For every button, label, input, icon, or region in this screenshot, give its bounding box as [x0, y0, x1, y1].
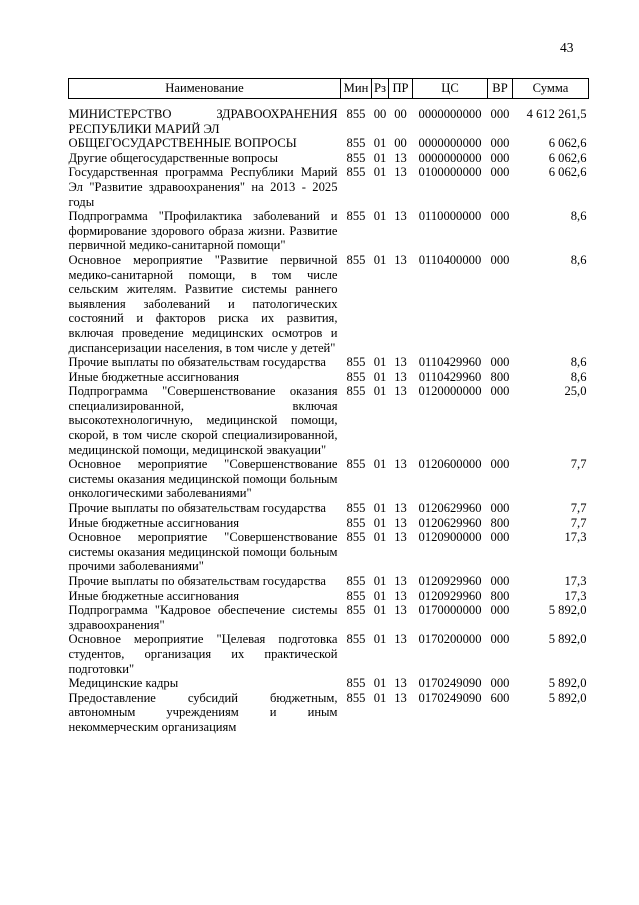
- cell-pr: 00: [394, 136, 407, 151]
- cell-vr: 800: [490, 588, 510, 603]
- table-row: [69, 384, 589, 457]
- cell-sum: 5 892,0: [548, 632, 587, 647]
- cell-name: Подпрограмма "Кадровое обеспечение системы здравоохранения": [68, 603, 338, 632]
- cell-vr: 000: [490, 107, 510, 121]
- cell-cs: 0000000000: [418, 136, 482, 151]
- cell-rz: 01: [373, 355, 387, 370]
- cell-vr: 000: [490, 252, 510, 267]
- cell-pr: 13: [394, 515, 407, 530]
- cell-vr: 800: [490, 369, 510, 384]
- cell-cs: 0110429960: [418, 369, 482, 384]
- table-row: [69, 136, 589, 151]
- cell-pr: 13: [394, 369, 407, 384]
- table-row: [69, 632, 589, 676]
- cell-sum: 7,7: [570, 457, 587, 472]
- cell-name: Основное мероприятие "Совершенствование системы оказания медицинской помощи больным онкологическими заболеваниями": [68, 457, 338, 501]
- cell-min: 855: [346, 632, 366, 647]
- budget-table: [68, 78, 589, 735]
- cell-sum: 8,6: [570, 209, 587, 224]
- cell-min: 855: [346, 355, 366, 370]
- cell-min: 855: [346, 136, 366, 151]
- cell-rz: 01: [373, 588, 387, 603]
- cell-min: 855: [346, 603, 366, 618]
- cell-rz: 01: [373, 165, 387, 180]
- cell-cs: 0120929960: [418, 588, 482, 603]
- cell-rz: 01: [373, 150, 387, 165]
- cell-rz: 01: [373, 501, 387, 516]
- header-name: Наименование: [69, 79, 341, 99]
- cell-name: Иные бюджетные ассигнования: [68, 588, 240, 603]
- cell-sum: 6 062,6: [548, 136, 587, 151]
- cell-rz: 01: [373, 603, 387, 618]
- cell-name: Основное мероприятие "Целевая подготовка студентов, организация их практической подготовки": [68, 632, 338, 676]
- cell-cs: 0170249090: [418, 690, 482, 705]
- cell-cs: 0000000000: [418, 150, 482, 165]
- cell-vr: 000: [490, 384, 510, 399]
- cell-name: ОБЩЕГОСУДАРСТВЕННЫЕ ВОПРОСЫ: [68, 136, 297, 151]
- cell-vr: 600: [490, 690, 510, 705]
- cell-rz: 01: [373, 690, 387, 705]
- cell-name: Подпрограмма "Совершенствование оказания специализированной, включая высокотехнологичную, медицинской помощи, скорой, в том числе скорой специализированной, медицинской помощи, медицинской эвакуации": [68, 384, 338, 457]
- cell-pr: 13: [394, 501, 407, 516]
- cell-min: 855: [346, 690, 366, 705]
- cell-cs: 0120600000: [418, 457, 482, 472]
- cell-sum: 7,7: [570, 515, 587, 530]
- cell-min: 855: [346, 457, 366, 472]
- cell-sum: 6 062,6: [548, 150, 587, 165]
- cell-pr: 13: [394, 150, 407, 165]
- cell-cs: 0120629960: [418, 501, 482, 516]
- cell-sum: 5 892,0: [548, 690, 587, 705]
- cell-name: Предоставление субсидий бюджетным, автономным учреждениям и иным некоммерческим организациям: [68, 690, 338, 734]
- table-row: [69, 151, 589, 166]
- cell-cs: 0100000000: [418, 165, 482, 180]
- header-rz: Рз: [372, 79, 389, 99]
- table-row: [69, 516, 589, 531]
- cell-vr: 000: [490, 355, 510, 370]
- cell-name: Государственная программа Республики Марий Эл "Развитие здравоохранения" на 2013 - 2025 годы: [68, 165, 338, 209]
- header-pr: ПР: [389, 79, 413, 99]
- cell-min: 855: [346, 384, 366, 399]
- cell-name: Основное мероприятие "Развитие первичной медико-санитарной помощи, в том числе сельским жителям. Развитие системы раннего выявления заболеваний и патологических состояний и факторов риска их развития, включая проведение медицинских осмотров и диспансеризации населения, в том числе у детей": [68, 252, 338, 355]
- table-row: [69, 676, 589, 691]
- cell-pr: 13: [394, 457, 407, 472]
- cell-sum: 6 062,6: [548, 165, 587, 180]
- cell-pr: 13: [394, 603, 407, 618]
- cell-sum: 5 892,0: [548, 676, 587, 691]
- cell-min: 855: [346, 252, 366, 267]
- cell-vr: 000: [490, 574, 510, 588]
- cell-rz: 01: [373, 457, 387, 472]
- cell-vr: 000: [490, 136, 510, 151]
- cell-vr: 000: [490, 209, 510, 224]
- cell-cs: 0120629960: [418, 515, 482, 530]
- table-row: [69, 691, 589, 735]
- cell-rz: 01: [373, 574, 387, 588]
- cell-name: Иные бюджетные ассигнования: [68, 369, 240, 384]
- cell-pr: 13: [394, 165, 407, 180]
- cell-pr: 13: [394, 690, 407, 705]
- cell-cs: 0110400000: [418, 252, 482, 267]
- cell-name: Подпрограмма "Профилактика заболеваний и формирование здорового образа жизни. Развитие первичной медико-санитарной помощи": [68, 209, 338, 253]
- cell-name: Иные бюджетные ассигнования: [68, 515, 240, 530]
- header-min: Мин: [341, 79, 372, 99]
- cell-name: МИНИСТЕРСТВО ЗДРАВООХРАНЕНИЯ РЕСПУБЛИКИ МАРИЙ ЭЛ: [68, 107, 338, 136]
- cell-min: 855: [346, 209, 366, 224]
- cell-pr: 13: [394, 588, 407, 603]
- cell-min: 855: [346, 165, 366, 180]
- cell-pr: 00: [394, 107, 407, 121]
- table-row: [69, 253, 589, 355]
- table-row: [69, 165, 589, 209]
- cell-name: Прочие выплаты по обязательствам государства: [68, 355, 326, 370]
- cell-min: 855: [346, 150, 366, 165]
- cell-rz: 01: [373, 369, 387, 384]
- cell-cs: 0120929960: [418, 574, 482, 588]
- cell-min: 855: [346, 676, 366, 691]
- cell-cs: 0110000000: [418, 209, 482, 224]
- table-row: [69, 209, 589, 253]
- cell-rz: 00: [373, 107, 387, 121]
- table-row: [69, 603, 589, 632]
- header-cs: ЦС: [413, 79, 488, 99]
- cell-rz: 01: [373, 209, 387, 224]
- cell-rz: 01: [373, 252, 387, 267]
- table-row: [69, 589, 589, 604]
- table-row: [69, 530, 589, 574]
- cell-sum: 4 612 261,5: [526, 107, 587, 121]
- table-row: [69, 370, 589, 385]
- cell-rz: 01: [373, 384, 387, 399]
- cell-cs: 0170200000: [418, 632, 482, 647]
- cell-vr: 800: [490, 515, 510, 530]
- cell-rz: 01: [373, 632, 387, 647]
- cell-vr: 000: [490, 530, 510, 545]
- cell-cs: 0110429960: [418, 355, 482, 370]
- cell-sum: 8,6: [570, 355, 587, 370]
- cell-pr: 13: [394, 574, 407, 588]
- cell-vr: 000: [490, 632, 510, 647]
- cell-rz: 01: [373, 530, 387, 545]
- table-header-row: [69, 79, 589, 99]
- cell-rz: 01: [373, 515, 387, 530]
- cell-vr: 000: [490, 457, 510, 472]
- header-vr: ВР: [488, 79, 513, 99]
- cell-rz: 01: [373, 676, 387, 691]
- cell-pr: 13: [394, 355, 407, 370]
- cell-vr: 000: [490, 165, 510, 180]
- table-row: [69, 457, 589, 501]
- cell-cs: 0120900000: [418, 530, 482, 545]
- cell-cs: 0170000000: [418, 603, 482, 618]
- cell-min: 855: [346, 588, 366, 603]
- cell-pr: 13: [394, 676, 407, 691]
- header-sum: Сумма: [513, 79, 589, 99]
- cell-name: Основное мероприятие "Совершенствование системы оказания медицинской помощи больным прочими заболеваниями": [68, 530, 338, 574]
- cell-cs: 0170249090: [418, 676, 482, 691]
- table-body: [69, 99, 589, 735]
- cell-vr: 000: [490, 676, 510, 691]
- cell-min: 855: [346, 501, 366, 516]
- cell-min: 855: [346, 107, 366, 121]
- cell-name: Медицинские кадры: [68, 676, 179, 691]
- cell-vr: 000: [490, 603, 510, 618]
- cell-pr: 13: [394, 252, 407, 267]
- cell-sum: 8,6: [570, 252, 587, 267]
- cell-pr: 13: [394, 209, 407, 224]
- cell-sum: 17,3: [564, 530, 587, 545]
- cell-min: 855: [346, 369, 366, 384]
- cell-min: 855: [346, 530, 366, 545]
- cell-sum: 7,7: [570, 501, 587, 516]
- cell-vr: 000: [490, 150, 510, 165]
- cell-name: Прочие выплаты по обязательствам государства: [68, 574, 326, 588]
- cell-sum: 8,6: [570, 369, 587, 384]
- cell-name: Прочие выплаты по обязательствам государства: [68, 501, 326, 516]
- page-number: 43: [560, 40, 574, 55]
- cell-sum: 25,0: [564, 384, 587, 399]
- cell-pr: 13: [394, 384, 407, 399]
- table-row: [69, 355, 589, 370]
- cell-rz: 01: [373, 136, 387, 151]
- cell-sum: 17,3: [564, 574, 587, 588]
- cell-sum: 17,3: [564, 588, 587, 603]
- cell-pr: 13: [394, 530, 407, 545]
- table-row: [69, 99, 589, 137]
- cell-min: 855: [346, 515, 366, 530]
- table-row: [69, 501, 589, 516]
- table-row: [69, 574, 589, 589]
- cell-pr: 13: [394, 632, 407, 647]
- cell-name: Другие общегосударственные вопросы: [68, 150, 278, 165]
- cell-vr: 000: [490, 501, 510, 516]
- cell-cs: 0120000000: [418, 384, 482, 399]
- cell-sum: 5 892,0: [548, 603, 587, 618]
- cell-cs: 0000000000: [418, 107, 482, 121]
- cell-min: 855: [346, 574, 366, 588]
